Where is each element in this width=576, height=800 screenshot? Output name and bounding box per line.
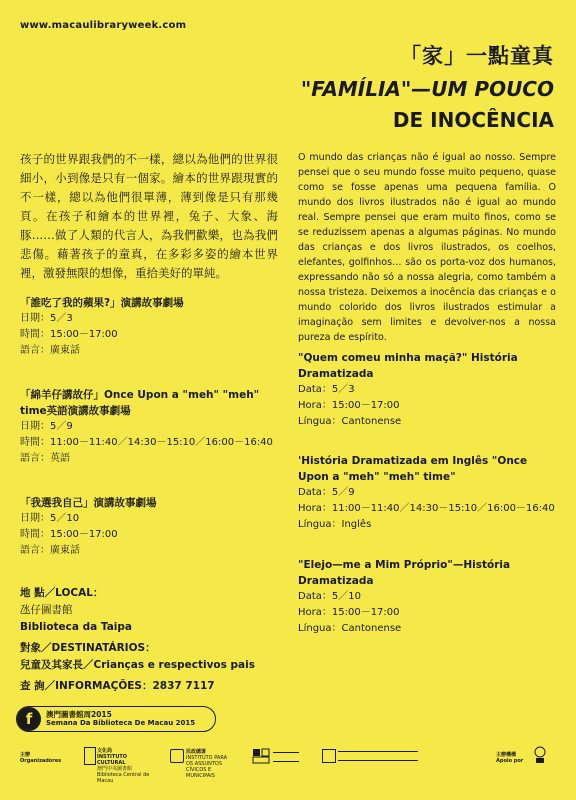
- event-zh-3: [20, 495, 280, 559]
- event-title: "Elejo—me a Mim Próprio"—História Dramatizada: [298, 559, 511, 587]
- location-portuguese: Biblioteca da Taipa: [20, 621, 132, 633]
- partner-logo-1-text: [273, 752, 299, 762]
- event-title: 「我選我自己」演講故事劇場: [20, 497, 157, 509]
- event-title: 「誰吃了我的蘋果?」演講故事劇場: [20, 297, 184, 309]
- audience-label: 對象／DESTINATÁRIOS：: [20, 642, 156, 654]
- cultural-institute-logo: [84, 747, 96, 765]
- facebook-icon[interactable]: f: [17, 707, 41, 731]
- facebook-line1: 澳門圖書館周2015: [46, 710, 112, 719]
- event-time: 時間：15:00－17:00: [20, 329, 118, 340]
- partner-logo-1: [252, 748, 270, 764]
- location-label: 地 點／LOCAL：: [20, 587, 104, 599]
- website-url[interactable]: www.macaulibraryweek.com: [20, 20, 187, 31]
- event-zh-1: [20, 295, 280, 359]
- event-language: Língua：Cantonense: [298, 416, 402, 427]
- event-language: Língua：Inglês: [298, 519, 372, 530]
- info-block: [20, 585, 290, 695]
- event-time: 時間：15:00－17:00: [20, 529, 118, 540]
- event-pt-3: [298, 557, 558, 637]
- event-language: 語言：廣東話: [20, 545, 80, 556]
- event-language: 語言：英語: [20, 453, 70, 464]
- event-zh-2: [20, 387, 282, 467]
- event-time: Hora：15:00－17:00: [298, 400, 400, 411]
- intro-portuguese: O mundo das crianças não é igual ao nosso. Sempre pensei que o seu mundo fosse muito pequeno, quase como se fosse apenas uma pequena família. O mundo dos livros ilustrados não é igual ao mundo real. Sempre pensei que eram muito finos, como se se reduzissem apenas a algumas páginas. No mundo das crianças e dos livros ilustrados, os coelhos, elefantes, golfinhos… são os porta-voz dos humanos, expressando não só a nossa alegria, como também a nossa tristeza. Deixemos a inocência das crianças e o mundo colorido dos livros ilustrados estimular a imaginação sem limites e devolver-nos a nossa pureza de espírito.: [298, 152, 556, 343]
- event-pt-1: [298, 350, 558, 430]
- event-time: Hora：15:00－17:00: [298, 607, 400, 618]
- facebook-line2: Semana Da Biblioteca De Macau 2015: [46, 719, 196, 727]
- iacm-logo: [170, 749, 184, 763]
- event-pt-2: [298, 453, 560, 533]
- title-portuguese-line2: DE INOCÊNCIA: [392, 108, 554, 132]
- event-title: "Quem comeu minha maçã?" História Dramatizada: [298, 352, 518, 380]
- event-date: 日期：5／9: [20, 421, 73, 432]
- cultural-institute-text: 文化局 INSTITUTO CULTURAL 澳門中央圖書館 Biblioteca Central de Macau: [97, 748, 150, 784]
- event-title: 'História Dramatizada em Inglês "Once Upon a "meh" "meh" time": [298, 455, 528, 483]
- partner-logo-2-text: [338, 751, 418, 761]
- supporter-emblem-icon: [533, 746, 547, 764]
- event-time: Hora：11:00－11:40／14:30－15:10／16:00－16:40: [298, 503, 555, 514]
- intro-chinese: 孩子的世界跟我們的不一樣，總以為他們的世界很細小，小到像是只有一個家。繪本的世界跟現實的不一樣，總以為他們很單薄，薄到像是只有那幾頁。在孩子和繪本的世界裡，兔子、大象、海豚……做了人類的代言人，為我們歡樂，也為我們悲傷。藉著孩子的童真，在多彩多姿的繪本世界裡，激發無限的想像，重拾美好的單純。: [20, 152, 278, 280]
- partner-logo-2: [322, 749, 336, 763]
- enquiry-label[interactable]: 查 詢／INFORMAÇÕES：2837 7117: [20, 680, 215, 692]
- organizers-label: 主辦 Organizadores: [20, 752, 62, 764]
- event-date: Data：5／10: [298, 591, 361, 602]
- event-language: Língua：Cantonense: [298, 623, 402, 634]
- audience-value: 兒童及其家長／Crianças e respectivos pais: [20, 659, 255, 671]
- title-chinese: 「家」一點童真: [400, 44, 554, 68]
- event-title: 「綿羊仔講故仔」Once Upon a "meh" "meh" time英語演講故事劇場: [20, 389, 260, 417]
- event-date: 日期：5／3: [20, 313, 73, 324]
- event-language: 語言：廣東話: [20, 345, 80, 356]
- event-date: 日期：5／10: [20, 513, 80, 524]
- iacm-text: 民政總署 INSTITUTO PARA OS ASSUNTOS CÍVICOS E MUNICIPAIS: [186, 749, 228, 779]
- title-portuguese-line1: "FAMÍLIA"—UM POUCO: [300, 77, 554, 101]
- event-date: Data：5／3: [298, 384, 355, 395]
- event-date: Data：5／9: [298, 487, 355, 498]
- event-time: 時間：11:00－11:40／14:30－15:10／16:00－16:40: [20, 437, 273, 448]
- support-label: 主辦機構 Apoio por: [496, 752, 524, 764]
- location-chinese: 氹仔圖書館: [20, 604, 73, 616]
